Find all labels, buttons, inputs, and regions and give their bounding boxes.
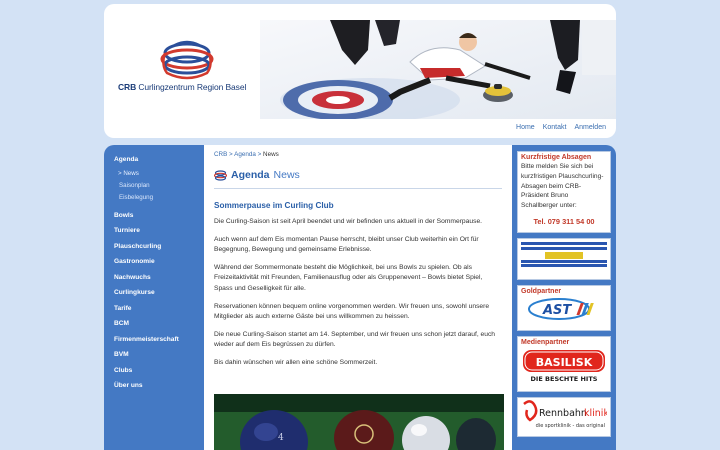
article-paragraph: Während der Sommermonate besteht die Möglichkeit, bei uns Bowls zu spielen. Ob als Freizeitaktivität mit Freunden, Familienausflug oder als Gruppenevent – Bowls bietet Spiel, Spass und Geselligkeit für alle. [214,263,483,292]
sidebar-item-gastronomie[interactable]: Gastronomie [114,258,155,265]
svg-text:klinik: klinik [584,407,607,419]
brand-abbr: CRB [118,82,137,92]
breadcrumb-separator: > [255,151,264,158]
svg-text:4: 4 [278,433,284,443]
sponsor-maxwagner[interactable] [517,238,611,280]
svg-text:DIE BESCHTE HITS: DIE BESCHTE HITS [530,374,598,383]
nav-kontakt-link[interactable]: Kontakt [542,124,567,131]
rennbahnklinik-logo-icon [521,400,607,430]
section-title [214,168,502,182]
basilisk-logo-icon [521,348,607,384]
sidebar-item-tarife[interactable]: Tarife [114,304,132,312]
notice-phone[interactable]: Tel. 079 311 54 00 [533,216,595,226]
notice-body: Bitte melden Sie sich bei kurzfristigen Plauschcurling-Absagen beim CRB-Präsident Bruno Schallberger unter: [521,163,604,210]
svg-text:BASILISK: BASILISK [535,355,593,369]
top-navigation [516,124,606,131]
section-title-light: News [273,169,300,181]
sidebar-item-eisbelegung[interactable]: Eisbelegung [119,193,154,201]
goldpartner-label: Goldpartner [521,287,562,295]
ast-logo-icon [521,297,607,323]
maxwagner-logo-icon [521,242,607,276]
brand-fullname: Curlingzentrum Region Basel [138,82,247,92]
basilisk-logo[interactable] [518,347,610,391]
sidebar-item-clubs[interactable]: Clubs [114,366,133,374]
sidebar-item-bowls[interactable]: Bowls [114,211,134,219]
medienpartner-box [517,336,611,392]
ast-logo[interactable] [518,296,610,330]
svg-text:Rennbahn: Rennbahn [539,407,587,419]
nav-home-link[interactable]: Home [516,124,535,131]
notice-title: Kurzfristige Absagen [521,154,592,161]
sidebar-item-nachwuchs[interactable]: Nachwuchs [114,273,151,281]
crb-mini-logo-icon [214,170,227,181]
sidebar-item-saisonplan[interactable]: Saisonplan [119,181,150,189]
sidebar-item-plauschcurling[interactable]: Plauschcurling [114,242,162,250]
article-title: Sommerpause im Curling Club [214,201,334,210]
article-paragraph: Die Curling-Saison ist seit April beendet und wir befinden uns aktuell in der Sommerpause. [214,218,483,225]
breadcrumb [214,151,502,158]
breadcrumb-home-link[interactable]: CRB [214,151,228,158]
breadcrumb-current: News [263,151,279,158]
svg-text:die sportklinik - das original: die sportklinik - das original [535,422,605,429]
sidebar-item-bvm[interactable]: BVM [114,351,129,358]
section-title-bold: Agenda [231,169,270,181]
article-paragraph: Reservationen können bequem online vorgenommen werden. Wir freuen uns, sowohl unsere Mitglieder als auch externe Gäste bei uns willkommen zu heissen. [214,302,490,321]
sidebar-item-news[interactable]: > News [118,169,139,177]
article-paragraph: Die neue Curling-Saison startet am 14. September, und wir freuen uns schon jetzt darauf, euch wieder auf dem Eis begrüssen zu dürfen. [214,330,496,349]
curling-player-illustration [260,20,616,119]
right-sidebar [512,145,616,450]
breadcrumb-separator: > [227,151,235,158]
sidebar-item-curlingkurse[interactable]: Curlingkurse [114,289,155,296]
sidebar-item-firmenmeisterschaft[interactable]: Firmenmeisterschaft [114,335,179,343]
breadcrumb-agenda-link[interactable]: Agenda [234,151,256,158]
sidebar-nav [104,145,204,450]
goldpartner-box [517,285,611,331]
bowls-balls-illustration [214,394,504,450]
sidebar-item-bcm[interactable]: BCM [114,320,130,327]
section-divider [214,188,502,189]
svg-text:AST: AST [543,302,572,318]
medienpartner-label: Medienpartner [521,338,570,346]
nav-anmelden-link[interactable]: Anmelden [574,124,606,131]
hero-image [260,20,616,119]
header [104,4,616,138]
article-paragraph: Bis dahin wünschen wir allen eine schöne Sommerzeit. [214,358,378,366]
article-paragraph: Auch wenn auf dem Eis momentan Pause herrscht, bleibt unser Club weiterhin ein Ort für Begegnung, Bewegung und gemeinsame Erlebnisse. [214,235,479,254]
notice-box [517,151,611,233]
sidebar-item-ueber-uns[interactable]: Über uns [114,382,143,389]
main-content [204,145,512,450]
sponsor-rennbahnklinik[interactable] [517,397,611,437]
brand-name [118,82,246,92]
sidebar-item-agenda[interactable]: Agenda [114,156,139,163]
sidebar-item-turniere[interactable]: Turniere [114,227,140,234]
bowls-photo [214,394,504,450]
